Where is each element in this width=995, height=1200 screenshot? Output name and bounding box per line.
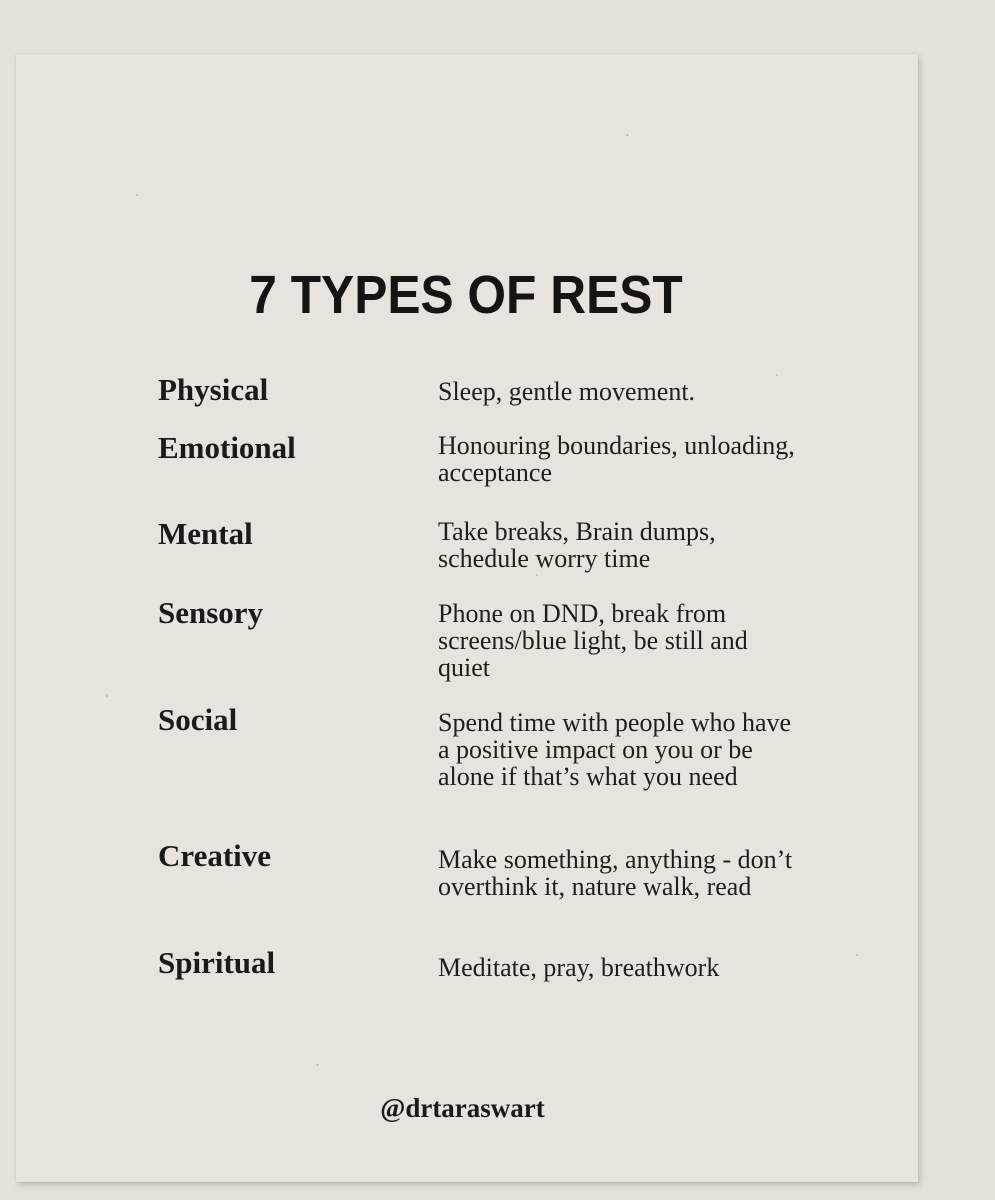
rest-type-desc-emotional: Honouring boundaries, unloading, acceptance bbox=[438, 431, 795, 487]
rest-type-desc-physical: Sleep, gentle movement. bbox=[438, 377, 696, 406]
page-title: 7 TYPES OF REST bbox=[249, 265, 683, 325]
rest-type-label-sensory: Sensory bbox=[158, 595, 264, 630]
rest-type-desc-creative: Make something, anything - don’t overthink it, nature walk, read bbox=[438, 845, 793, 901]
paper-speck bbox=[136, 194, 138, 196]
paper-speck bbox=[106, 694, 108, 697]
author-handle: @drtaraswart bbox=[380, 1093, 545, 1123]
rest-type-label-mental: Mental bbox=[158, 516, 253, 551]
rest-type-desc-spiritual: Meditate, pray, breathwork bbox=[438, 953, 720, 982]
rest-type-label-creative: Creative bbox=[158, 838, 272, 873]
paper-speck bbox=[316, 1064, 319, 1066]
rest-type-label-spiritual: Spiritual bbox=[158, 945, 276, 980]
paper-speck bbox=[626, 134, 629, 136]
paper-speck bbox=[776, 374, 778, 376]
rest-type-label-emotional: Emotional bbox=[158, 430, 296, 465]
paper-speck bbox=[856, 954, 858, 956]
paper-speck bbox=[536, 574, 538, 576]
rest-type-desc-mental: Take breaks, Brain dumps, schedule worry time bbox=[438, 517, 716, 573]
rest-type-label-physical: Physical bbox=[158, 372, 269, 407]
rest-type-label-social: Social bbox=[158, 702, 238, 737]
rest-type-desc-sensory: Phone on DND, break from screens/blue light, be still and quiet bbox=[438, 599, 748, 682]
rest-type-desc-social: Spend time with people who have a positive impact on you or be alone if that’s what you need bbox=[438, 708, 792, 791]
